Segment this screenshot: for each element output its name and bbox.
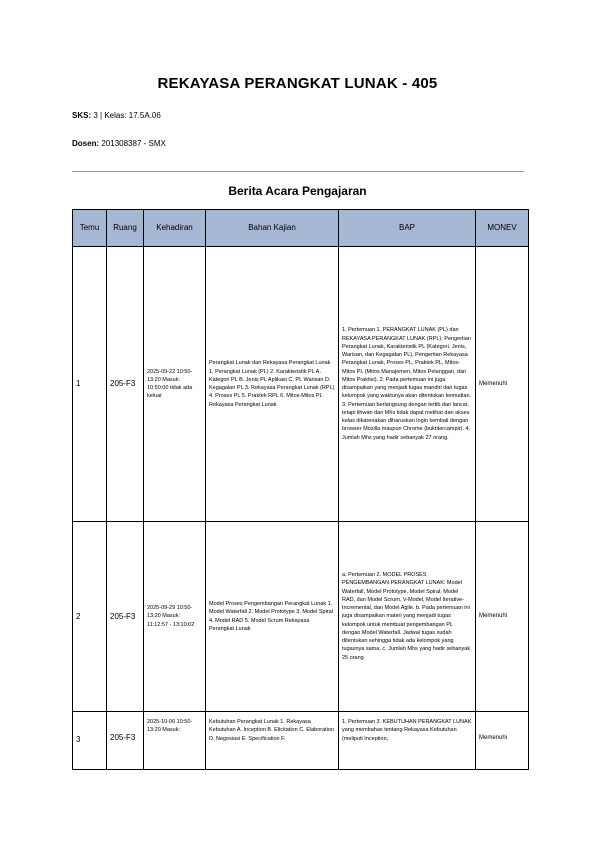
kehadiran-cell: 2025-10-06 10:50-13:20 Masuk: (144, 712, 206, 770)
bahan-kajian-cell: Kebutuhan Perangkat Lunak 1. Rekayasa Kebutuhan A. Inception B. Elicitation C. Elaboration D. Negosiasi E. Specification F. (206, 712, 339, 770)
bap-cell: 1. Pertemuan 1. PERANGKAT LUNAK (PL) dan REKAYASA PERANGKAT LUNAK (RPL): Pengertian Perangkat Lunak, Karakteristik PL (Kategori, Jenis, Warisan, dan Kegagalan PL), Pengertian Rekayasa Perangkat Lunak, Proses PL, Praktek PL, Mitos-Mitos PL (Mitos Manajemen, Mitos Pelanggan, dan Mitos Praktisi). 2. Pada pertemuan ini juga disampaikan yang menjadi tugas mandiri dan tugas kelompok yang waktunya akan ditentukan kemudian. 3. Pertemuan berlangsung dengan tertib dan lancar, tetapi lihwan dan Mhs tidak dapat melihat dan akses kelas dikarenakan diharuskan login kembali dengan browser Mozilla maupun Chrome (buktitercampir). 4. Jumlah Mhs yang hadir sebanyak 27 orang. (339, 247, 476, 522)
header-bap: BAP (339, 210, 476, 247)
monev-cell: Memenuhi (476, 522, 529, 712)
header-kehadiran: Kehadiran (144, 210, 206, 247)
header-monev: MONEV (476, 210, 529, 247)
temu-cell: 2 (73, 522, 107, 712)
header-bahan-kajian: Bahan Kajian (206, 210, 339, 247)
dosen-value: 201308387 - SMX (101, 139, 166, 148)
monev-cell: Memenuhi (476, 712, 529, 770)
bahan-kajian-cell: Perangkat Lunak dan Rekayasa Perangkat Lunak 1. Perangkat Lunak (PL) 2. Karakteristik PL A. Kategori PL B. Jenis PL Aplikasi C. PL Warisan D. Kegagalan PL 3. Rekayasa Perangkat Lunak (RPL) 4. Proses PL 5. Praktek RPL 6. Mitos-Mitos PL Rekayasa Perangkat Lunak (206, 247, 339, 522)
bap-cell: a. Pertemuan 2. MODEL PROSES PENGEMBANGAN PERANGKAT LUNAK: Model Waterfall, Model Prototype, Model Spiral, Model RAD, dan Model Scrum, V-Model, Model Iterative-Incremental, dan Model Agile. b. Pada pertemuan ini juga disampaikan materi yang menjadi tugas kelompok untuk membuat pengembangan PL dengan Model Waterfall. Jadwal tugas sudah ditentukan sehingga tidak ada kelompok yang tugasnya sama. c. Jumlah Mhs yang hadir sebanyak 25 orang (339, 522, 476, 712)
bahan-kajian-cell: Model Proses Pengembangan Perangkat Lunak 1. Model Waterfall 2. Model Prototype 3. Model Spiral 4. Model RAD 5. Model Scrum Rekayasa Perangkat Lunak (206, 522, 339, 712)
kehadiran-cell: 2025-09-22 10:50-13:20 Masuk: 10:50:00 tidak ada keluar (144, 247, 206, 522)
header-ruang: Ruang (107, 210, 144, 247)
dosen-label: Dosen: (72, 139, 100, 148)
bap-cell: 1. Pertemuan 3. KEBUTUHAN PERANGKAT LUNAK yang membahas tentang Rekayasa Kebutuhan (meliputi Inception, (339, 712, 476, 770)
monev-cell: Memenuhi (476, 247, 529, 522)
sks-kelas-line (72, 111, 161, 120)
ruang-cell: 205-F3 (107, 712, 144, 770)
table-header-row (73, 210, 529, 247)
sks-value: 3 | Kelas: 17.5A.06 (93, 111, 161, 120)
ruang-cell: 205-F3 (107, 247, 144, 522)
header-temu: Temu (73, 210, 107, 247)
course-title: REKAYASA PERANGKAT LUNAK - 405 (157, 75, 438, 92)
table-row (73, 522, 529, 712)
kehadiran-cell: 2025-09-29 10:50-13:20 Masuk: 11:12:57 - 13:10:02 (144, 522, 206, 712)
table-row (73, 712, 529, 770)
section-title: Berita Acara Pengajaran (228, 184, 367, 198)
ruang-cell: 205-F3 (107, 522, 144, 712)
table-row (73, 247, 529, 522)
bap-table (72, 209, 529, 770)
divider (72, 171, 524, 172)
temu-cell: 1 (73, 247, 107, 522)
temu-cell: 3 (73, 712, 107, 770)
sks-label: SKS: (72, 111, 92, 120)
dosen-line (72, 139, 166, 148)
